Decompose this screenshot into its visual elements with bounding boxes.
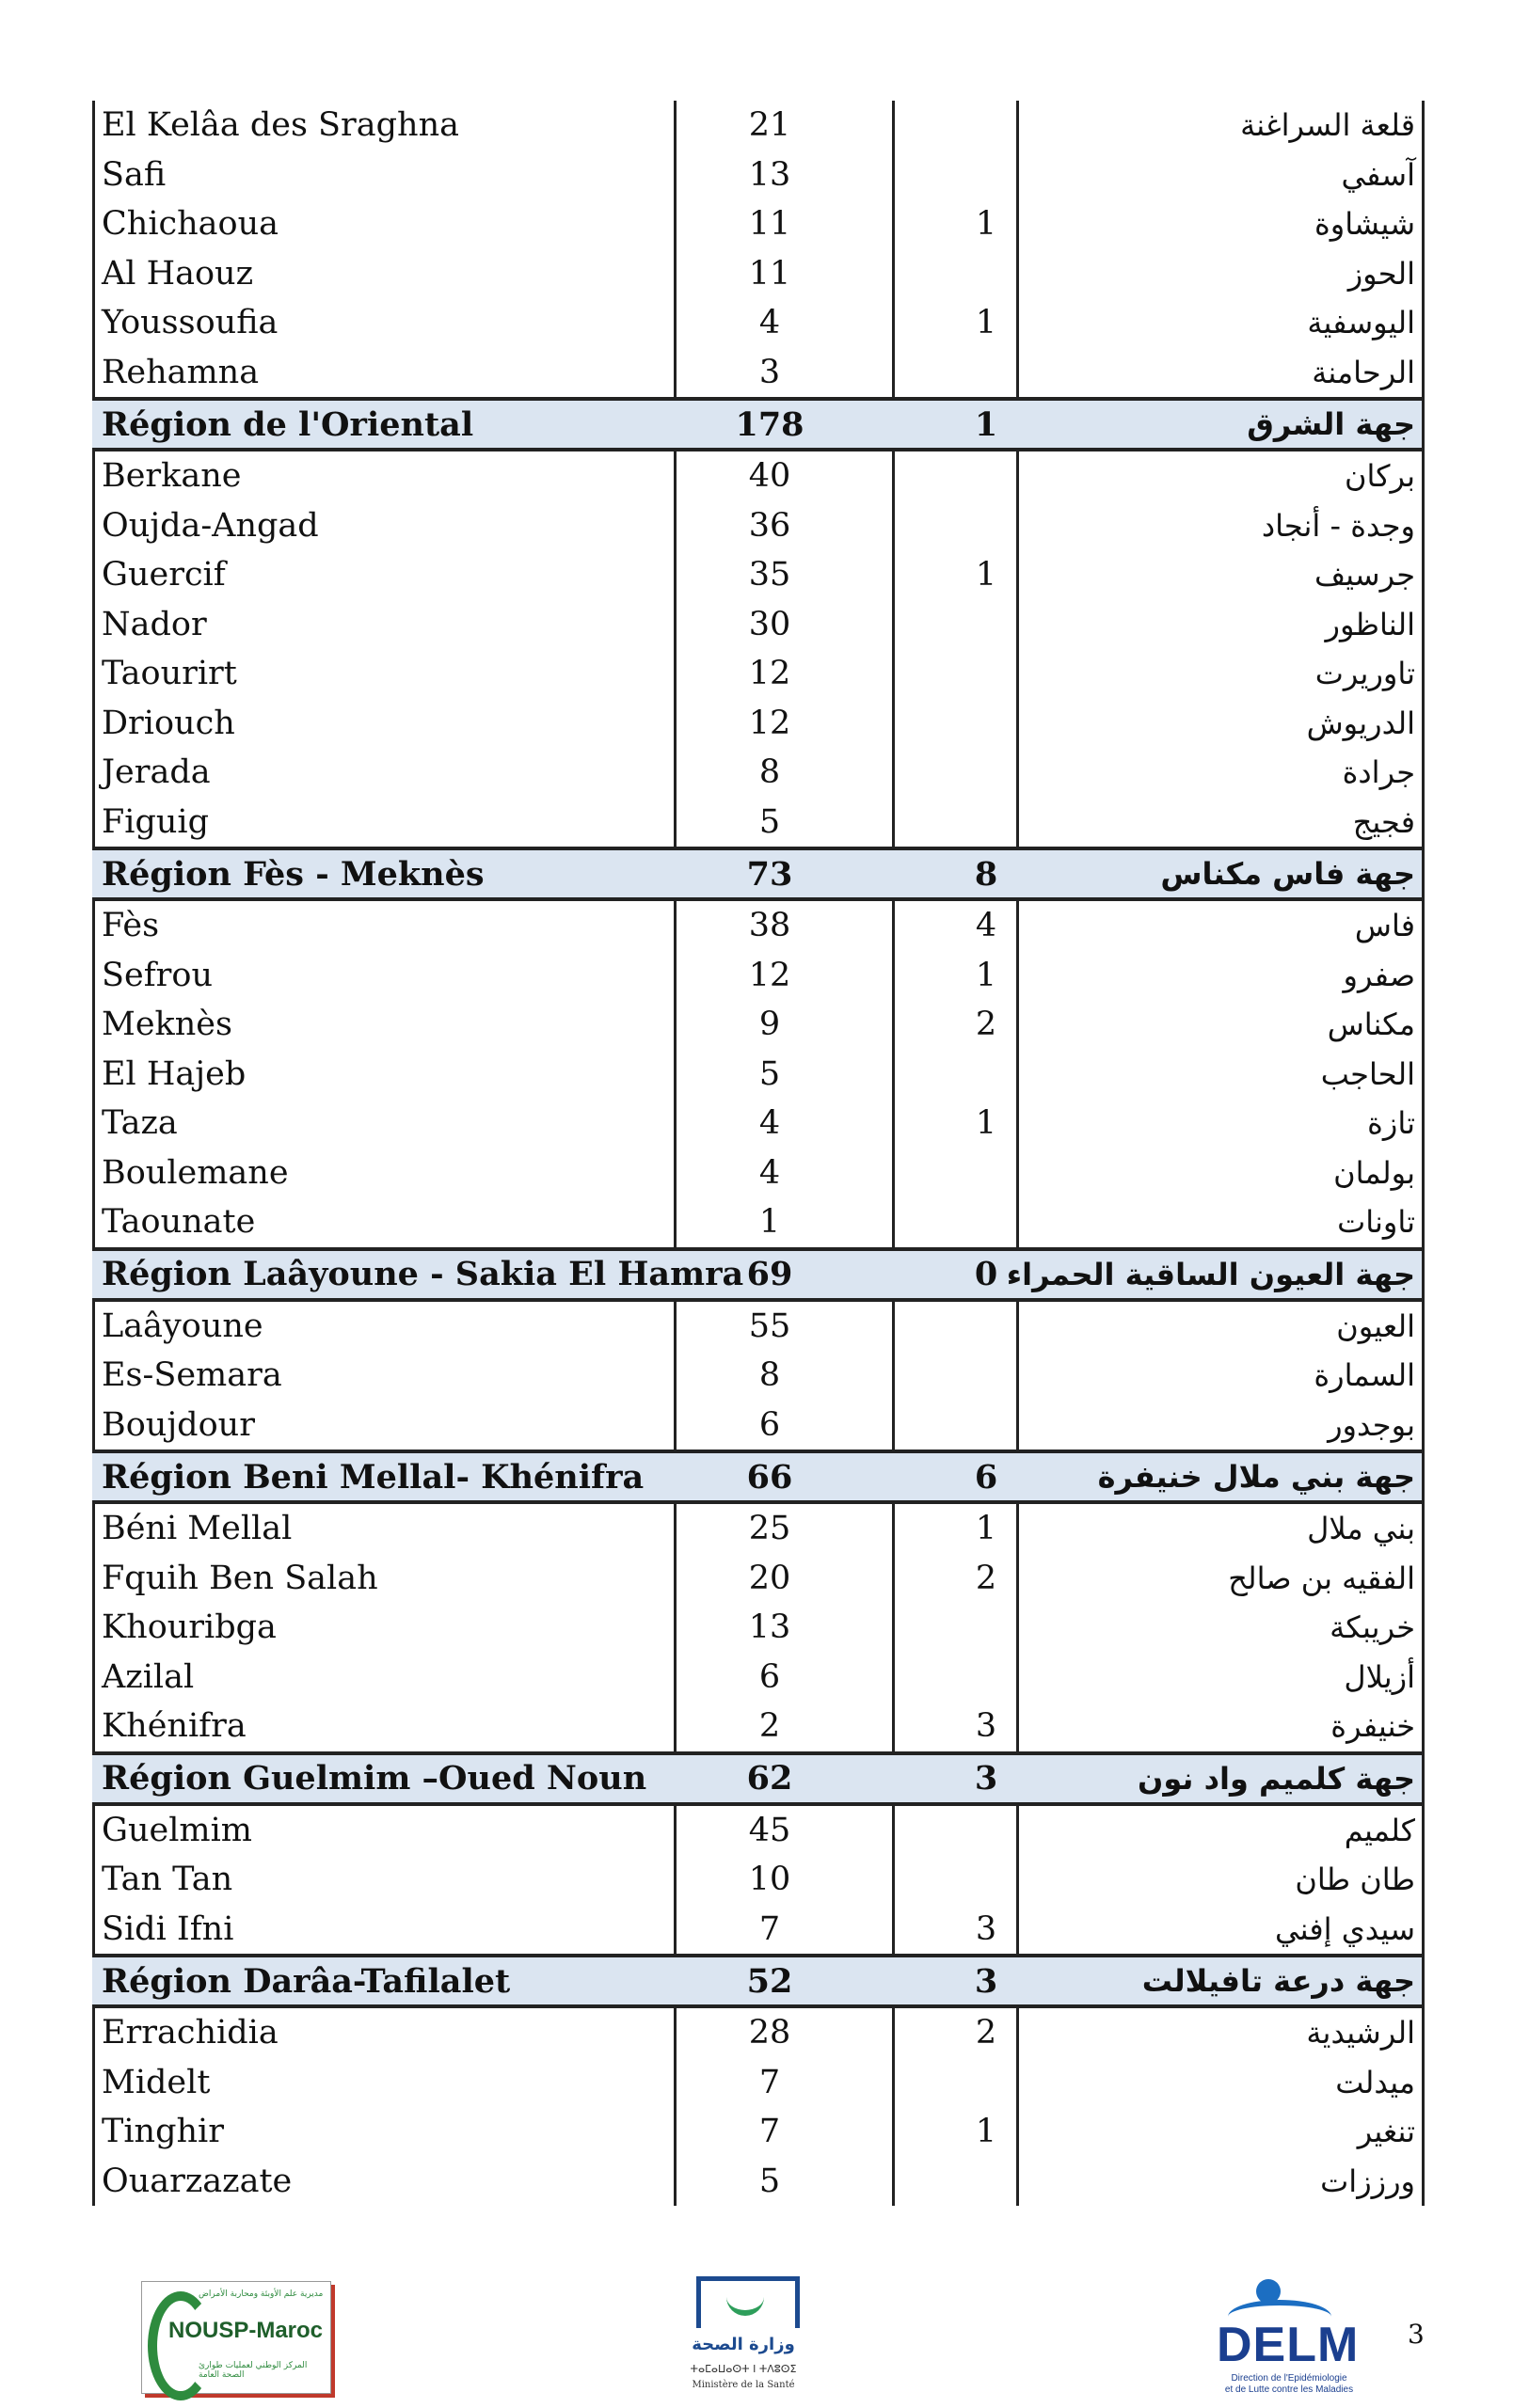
region-row	[92, 1247, 1425, 1302]
new-cases-cell	[901, 748, 1071, 798]
french-name-cell: Guercif	[102, 556, 226, 594]
new-cases-cell	[901, 101, 1071, 150]
new-cases-cell	[901, 649, 1071, 699]
french-name-cell: Figuig	[102, 802, 210, 841]
arabic-name-cell: ميدلت	[1335, 2064, 1415, 2100]
arabic-name-cell: كلميم	[1344, 1812, 1415, 1848]
arabic-name-cell: قلعة السراغنة	[1240, 107, 1415, 144]
cases-count-cell: 13	[748, 1608, 791, 1647]
cases-count-cell: 9	[758, 1006, 781, 1044]
french-name-cell: Guelmim	[102, 1811, 252, 1849]
french-name-cell: Chichaoua	[102, 205, 279, 244]
arabic-name-cell: جهة درعة تافيلالت	[1141, 1963, 1415, 1999]
city-row	[92, 1504, 1425, 1554]
french-name-cell: Sefrou	[102, 956, 213, 994]
french-name-cell: Es-Semara	[102, 1356, 282, 1395]
delm-wordmark: DELM	[1217, 2318, 1360, 2372]
delm-logo	[1209, 2279, 1369, 2395]
cases-count-cell: 7	[758, 1909, 781, 1948]
city-row	[92, 2058, 1425, 2108]
french-name-cell: Tan Tan	[102, 1861, 233, 1899]
delm-subtitle-line1: Direction de l'Epidémiologie	[1231, 2373, 1347, 2384]
city-row	[92, 748, 1425, 798]
french-name-cell: Youssoufia	[102, 304, 279, 342]
arabic-name-cell: الحاجب	[1320, 1055, 1415, 1092]
new-cases-cell	[901, 1302, 1071, 1352]
french-name-cell: Taounate	[102, 1203, 256, 1242]
new-cases-cell: 2	[975, 2014, 997, 2052]
french-name-cell: Midelt	[102, 2063, 211, 2101]
cases-count-cell: 30	[748, 605, 791, 643]
city-row	[92, 249, 1425, 299]
french-name-cell: Région Fès - Meknès	[102, 854, 485, 894]
new-cases-cell: 2	[975, 1006, 997, 1044]
french-name-cell: Azilal	[102, 1657, 195, 1696]
new-cases-cell	[901, 501, 1071, 551]
new-cases-cell: 1	[975, 1510, 997, 1548]
french-name-cell: Région Guelmim –Oued Noun	[102, 1759, 647, 1798]
city-row	[92, 150, 1425, 200]
cases-count-cell: 12	[748, 956, 791, 994]
city-row	[92, 1000, 1425, 1050]
arabic-name-cell: تنغير	[1357, 2114, 1415, 2150]
arabic-name-cell: تاونات	[1337, 1204, 1415, 1241]
cases-count-cell: 5	[758, 802, 781, 841]
arabic-name-cell: السمارة	[1314, 1357, 1415, 1394]
new-cases-cell	[901, 1653, 1071, 1703]
logo-ring-icon	[148, 2291, 214, 2400]
new-cases-cell: 1	[975, 956, 997, 994]
new-cases-cell	[901, 1401, 1071, 1450]
new-cases-cell	[901, 1197, 1071, 1247]
french-name-cell: Région Beni Mellal- Khénifra	[102, 1457, 645, 1497]
arabic-name-cell: فجيج	[1352, 803, 1415, 840]
cases-count-cell: 52	[746, 1961, 793, 2001]
city-row	[92, 1197, 1425, 1247]
french-name-cell: Région Laâyoune - Sakia El Hamra	[102, 1255, 744, 1293]
cases-count-cell: 36	[748, 506, 791, 545]
region-row	[92, 1450, 1425, 1504]
new-cases-cell	[901, 1603, 1071, 1653]
arabic-name-cell: بركان	[1344, 458, 1415, 495]
arabic-name-cell: جهة فاس مكناس	[1160, 856, 1415, 892]
new-cases-cell	[901, 600, 1071, 650]
french-name-cell: Oujda-Angad	[102, 506, 319, 545]
city-row	[92, 1351, 1425, 1401]
city-row	[92, 2107, 1425, 2157]
city-row	[92, 1302, 1425, 1352]
new-cases-cell: 3	[974, 1759, 998, 1798]
new-cases-cell: 4	[975, 907, 997, 945]
city-row	[92, 1149, 1425, 1198]
new-cases-cell: 1	[975, 1104, 997, 1143]
new-cases-cell	[901, 1149, 1071, 1198]
logo-bottom-text: المركز الوطني لعمليات طوارئ الصحة العامة	[199, 2361, 308, 2380]
city-row	[92, 452, 1425, 501]
city-row	[92, 101, 1425, 150]
arabic-name-cell: تاوريرت	[1314, 656, 1415, 692]
cases-count-cell: 21	[748, 106, 791, 145]
french-name-cell: Béni Mellal	[102, 1510, 293, 1548]
new-cases-cell: 1	[975, 304, 997, 342]
city-row	[92, 1806, 1425, 1856]
arabic-name-cell: آسفي	[1341, 156, 1415, 193]
cases-count-cell: 66	[746, 1457, 793, 1497]
city-row	[92, 1702, 1425, 1751]
new-cases-cell: 3	[974, 1961, 998, 2001]
new-cases-cell	[901, 798, 1071, 848]
page-footer	[0, 2253, 1513, 2403]
ministry-tifinagh-name: ⵜⴰⵎⴰⵡⴰⵙⵜ ⵏ ⵜⴷⵓⵙⵉ	[690, 2363, 797, 2375]
french-name-cell: Région de l'Oriental	[102, 404, 474, 444]
city-row	[92, 1401, 1425, 1450]
new-cases-cell: 1	[975, 556, 997, 594]
cases-count-cell: 4	[758, 1104, 781, 1143]
cases-count-cell: 7	[758, 2113, 781, 2151]
region-row	[92, 397, 1425, 452]
city-row	[92, 901, 1425, 951]
new-cases-cell	[901, 1351, 1071, 1401]
cases-count-cell: 4	[758, 1153, 781, 1192]
arabic-name-cell: جرادة	[1342, 754, 1415, 791]
city-row	[92, 348, 1425, 398]
city-row	[92, 1050, 1425, 1100]
cases-count-cell: 5	[758, 2162, 781, 2200]
arabic-name-cell: جهة الشرق	[1247, 406, 1415, 442]
cases-count-cell: 12	[748, 704, 791, 742]
city-row	[92, 1855, 1425, 1905]
page-number: 3	[1408, 2319, 1425, 2350]
ministry-arabic-name: وزارة الصحة	[692, 2335, 795, 2354]
ministry-french-name: Ministère de la Santé	[692, 2380, 795, 2390]
french-name-cell: Tinghir	[102, 2113, 224, 2151]
french-name-cell: Boulemane	[102, 1153, 289, 1192]
arabic-name-cell: الفقيه بن صالح	[1228, 1560, 1415, 1596]
french-name-cell: Ouarzazate	[102, 2162, 293, 2200]
arabic-name-cell: بولمان	[1333, 1154, 1415, 1191]
cases-count-cell: 38	[748, 907, 791, 945]
new-cases-cell: 1	[974, 404, 998, 444]
cases-table	[92, 101, 1425, 2206]
arabic-name-cell: طان طان	[1295, 1861, 1415, 1898]
french-name-cell: Al Haouz	[102, 254, 254, 293]
cases-count-cell: 7	[758, 2063, 781, 2101]
city-row	[92, 2157, 1425, 2207]
arabic-name-cell: الرشيدية	[1306, 2015, 1415, 2052]
french-name-cell: Fquih Ben Salah	[102, 1559, 378, 1597]
city-row	[92, 199, 1425, 249]
french-name-cell: Taza	[102, 1104, 178, 1143]
new-cases-cell: 3	[975, 1707, 997, 1746]
french-name-cell: Boujdour	[102, 1405, 255, 1444]
arabic-name-cell: سيدي إفني	[1275, 1910, 1415, 1947]
cases-count-cell: 40	[748, 457, 791, 496]
cases-count-cell: 73	[746, 854, 793, 894]
french-name-cell: El Kelâa des Sraghna	[102, 106, 459, 145]
french-name-cell: Laâyoune	[102, 1307, 263, 1345]
new-cases-cell: 8	[974, 854, 998, 894]
cases-count-cell: 55	[748, 1307, 791, 1345]
arabic-name-cell: اليوسفية	[1307, 305, 1415, 341]
cases-count-cell: 6	[758, 1405, 781, 1444]
city-row	[92, 1603, 1425, 1653]
region-row	[92, 1954, 1425, 2008]
new-cases-cell	[901, 348, 1071, 398]
arabic-name-cell: صفرو	[1343, 957, 1415, 993]
arabic-name-cell: العيون	[1336, 1307, 1415, 1344]
arabic-name-cell: خريبكة	[1330, 1609, 1415, 1646]
french-name-cell: Safi	[102, 155, 167, 194]
cases-count-cell: 8	[758, 1356, 781, 1395]
city-row	[92, 1099, 1425, 1149]
city-row	[92, 2008, 1425, 2058]
french-name-cell: Khouribga	[102, 1608, 277, 1647]
new-cases-cell: 6	[974, 1457, 998, 1497]
cases-count-cell: 69	[746, 1255, 793, 1293]
new-cases-cell	[901, 1050, 1071, 1100]
arabic-name-cell: فاس	[1354, 908, 1415, 944]
new-cases-cell	[901, 699, 1071, 749]
arabic-name-cell: أزيلال	[1344, 1658, 1415, 1695]
arabic-name-cell: شيشاوة	[1314, 206, 1415, 243]
nousp-maroc-logo	[141, 2281, 331, 2394]
logo-name: NOUSP-Maroc	[168, 2318, 324, 2343]
arabic-name-cell: مكناس	[1327, 1006, 1415, 1043]
city-row	[92, 798, 1425, 848]
cases-count-cell: 1	[758, 1203, 781, 1242]
cases-count-cell: 178	[735, 404, 804, 444]
delm-subtitle	[1209, 2373, 1369, 2396]
city-row	[92, 1554, 1425, 1604]
cases-count-cell: 11	[748, 254, 791, 293]
cases-count-cell: 3	[758, 353, 781, 391]
french-name-cell: Errachidia	[102, 2014, 279, 2052]
ministry-of-health-logo	[687, 2276, 800, 2399]
cases-count-cell: 13	[748, 155, 791, 194]
arabic-name-cell: بني ملال	[1307, 1511, 1415, 1547]
new-cases-cell	[901, 2157, 1071, 2207]
city-row	[92, 550, 1425, 600]
new-cases-cell: 1	[975, 205, 997, 244]
new-cases-cell: 0	[974, 1255, 998, 1293]
cases-count-cell: 10	[748, 1861, 791, 1899]
region-row	[92, 847, 1425, 901]
french-name-cell: Nador	[102, 605, 207, 643]
cases-count-cell: 4	[758, 304, 781, 342]
new-cases-cell	[901, 249, 1071, 299]
cases-count-cell: 6	[758, 1657, 781, 1696]
region-row	[92, 1751, 1425, 1806]
delm-subtitle-line2: et de Lutte contre les Maladies	[1224, 2384, 1354, 2395]
cases-count-cell: 12	[748, 655, 791, 693]
city-row	[92, 649, 1425, 699]
city-row	[92, 699, 1425, 749]
arabic-name-cell: تازة	[1367, 1105, 1415, 1142]
french-name-cell: Région Darâa-Tafilalet	[102, 1961, 511, 2001]
logo-top-text: مديرية علم الأوبئة ومحاربة الأمراض	[199, 2289, 324, 2299]
french-name-cell: Rehamna	[102, 353, 260, 391]
city-row	[92, 1653, 1425, 1703]
arabic-name-cell: بوجدور	[1328, 1406, 1415, 1443]
french-name-cell: Fès	[102, 907, 160, 945]
cases-count-cell: 20	[748, 1559, 791, 1597]
arabic-name-cell: الدريوش	[1306, 705, 1415, 741]
arabic-name-cell: الحوز	[1347, 255, 1415, 292]
french-name-cell: Sidi Ifni	[102, 1909, 234, 1948]
arabic-name-cell: جهة بني ملال خنيفرة	[1097, 1459, 1415, 1495]
cases-count-cell: 2	[758, 1707, 781, 1746]
new-cases-cell: 1	[975, 2113, 997, 2151]
new-cases-cell: 3	[975, 1909, 997, 1948]
new-cases-cell: 2	[975, 1559, 997, 1597]
city-row	[92, 501, 1425, 551]
french-name-cell: Khénifra	[102, 1707, 247, 1746]
cases-count-cell: 5	[758, 1054, 781, 1093]
arabic-name-cell: ورززات	[1320, 2162, 1415, 2199]
city-row	[92, 951, 1425, 1001]
cases-count-cell: 45	[748, 1811, 791, 1849]
cases-count-cell: 11	[748, 205, 791, 244]
city-row	[92, 298, 1425, 348]
french-name-cell: Meknès	[102, 1006, 232, 1044]
new-cases-cell	[901, 150, 1071, 200]
new-cases-cell	[901, 452, 1071, 501]
city-row	[92, 1905, 1425, 1955]
cases-count-cell: 28	[748, 2014, 791, 2052]
cases-count-cell: 62	[746, 1759, 793, 1798]
arabic-name-cell: خنيفرة	[1330, 1708, 1415, 1745]
arabic-name-cell: الناظور	[1325, 606, 1415, 642]
cases-count-cell: 35	[748, 556, 791, 594]
new-cases-cell	[901, 1806, 1071, 1856]
french-name-cell: Berkane	[102, 457, 242, 496]
arabic-name-cell: وجدة - أنجاد	[1261, 507, 1415, 544]
arabic-name-cell: جرسيف	[1314, 557, 1415, 594]
new-cases-cell	[901, 2058, 1071, 2108]
arabic-name-cell: جهة العيون الساقية الحمراء	[1006, 1256, 1415, 1292]
city-row	[92, 600, 1425, 650]
table-body	[92, 101, 1425, 2206]
arabic-name-cell: الرحامنة	[1312, 354, 1415, 390]
arabic-name-cell: جهة كلميم واد نون	[1138, 1760, 1415, 1797]
cases-count-cell: 8	[758, 753, 781, 792]
cases-count-cell: 25	[748, 1510, 791, 1548]
french-name-cell: Jerada	[102, 753, 211, 792]
new-cases-cell	[901, 1855, 1071, 1905]
french-name-cell: Driouch	[102, 704, 235, 742]
french-name-cell: El Hajeb	[102, 1054, 247, 1093]
french-name-cell: Taourirt	[102, 655, 237, 693]
